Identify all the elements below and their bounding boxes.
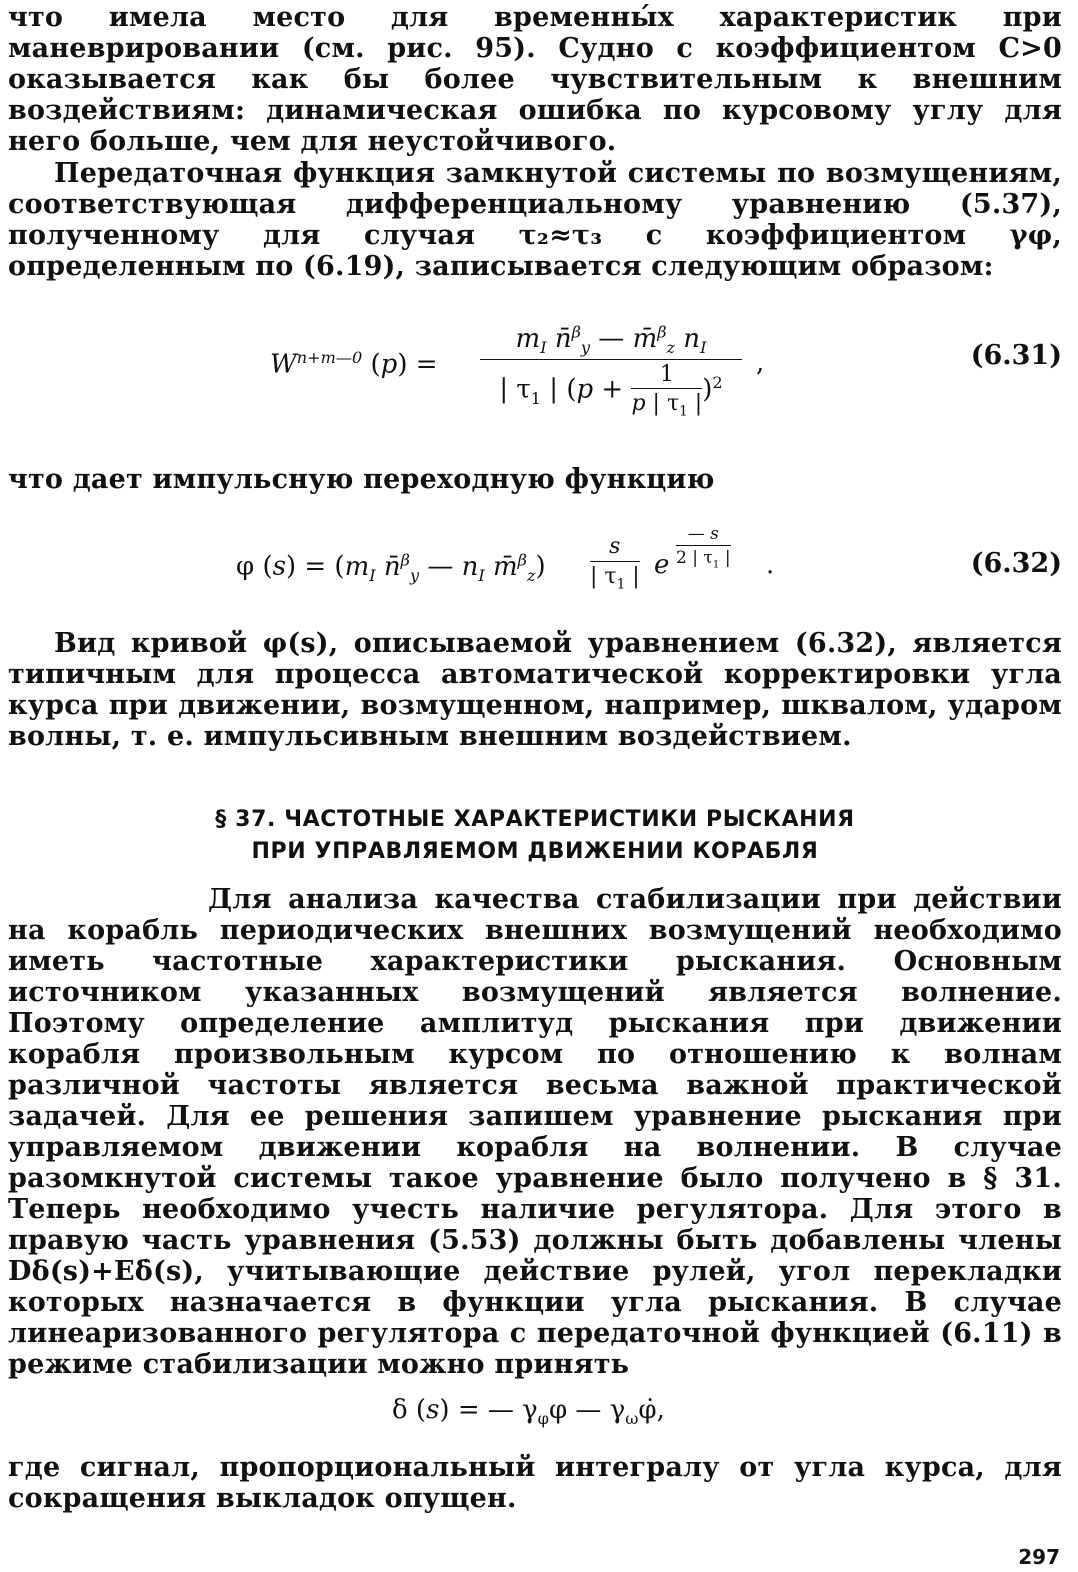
equation-number-6-32: (6.32) bbox=[970, 548, 1062, 579]
paragraph-3: что дает импульсную переходную функцию bbox=[8, 464, 715, 495]
paragraph-4: Вид кривой φ(s), описываемой уравнением (6.32), является типичным для процесса автоматической корректировки угла курса при движении, возмущенном, например, шквалом, ударом волны, т. е. импульсивным внешним воздействием. bbox=[8, 628, 1062, 752]
paragraph-6: где сигнал, пропорциональный интегралу от угла курса, для сокращения выкладок опущен. bbox=[8, 1452, 1062, 1514]
section-heading-line-1: § 37. ЧАСТОТНЫЕ ХАРАКТЕРИСТИКИ РЫСКАНИЯ bbox=[215, 807, 855, 832]
equation-delta: δ (s) = — $\gamma_\varphi\varphi$ — $\gamma_\omega\varphi̇$, bbox=[392, 1395, 665, 1429]
section-heading-line-2: ПРИ УПРАВЛЯЕМОМ ДВИЖЕНИИ КОРАБЛЯ bbox=[251, 839, 819, 864]
section-heading bbox=[8, 804, 1062, 868]
paragraph-2: Передаточная функция замкнутой системы по возмущениям, соответствующая дифференциальному уравнению (5.37), полученному для случая τ₂≈τ₃ с коэффициентом γφ, определенным по (6.19), записывается следующим образом: bbox=[8, 158, 1062, 282]
paragraph-5: Для анализа качества стабилизации при действии на корабль периодических внешних возмущений необходимо иметь частотные характеристики рыскания. Основным источником указанных возмущений является волнение. Поэтому определение амплитуд рыскания при движении корабля произвольным курсом по отношению к волнам различной частоты является весьма важной практической задачей. Для ее решения запишем уравнение рыскания при управляемом движении корабля на волнении. В случае разомкнутой системы такое уравнение было получено в § 31. Теперь необходимо учесть наличие регулятора. Для этого в правую часть уравнения (5.53) должны быть добавлены члены Dδ(s)+Eδ̇(s), учитывающие действие рулей, угол перекладки которых назначается в функции угла рыскания. В случае линеаризованного регулятора с передаточной функцией (6.11) в режиме стабилизации можно принять bbox=[8, 884, 1062, 1380]
paragraph-1: что имела место для временны́х характеристик при маневрировании (см. рис. 95). Судно с коэффициентом C>0 оказывается как бы более чувствительным к внешним воздействиям: динамическая ошибка по курсовому углу для него больше, чем для неустойчивого. bbox=[8, 2, 1062, 157]
equation-6-31: $W^{n+m—0}$ (p) = $m_I$ n̄$^\beta_y$ — m̄$^\beta_z$ $n_I$ | $\tau_1$ | (p + $\frac{1}{p | \tau_1 |}$ )$^2$ , (6.31) bbox=[270, 322, 1062, 420]
equation-number-6-31: (6.31) bbox=[970, 340, 1062, 371]
page-number: 297 bbox=[1018, 1545, 1060, 1569]
equation-6-32: φ $(s) = (m_I$ n̄$^\beta_y$ — $n_I$ m̄$^\beta_z$) $\frac{s}{| \tau_1 |}$ e $\frac{— s}{2 | \tau_1 |}$ . (6.32) bbox=[236, 524, 1062, 593]
